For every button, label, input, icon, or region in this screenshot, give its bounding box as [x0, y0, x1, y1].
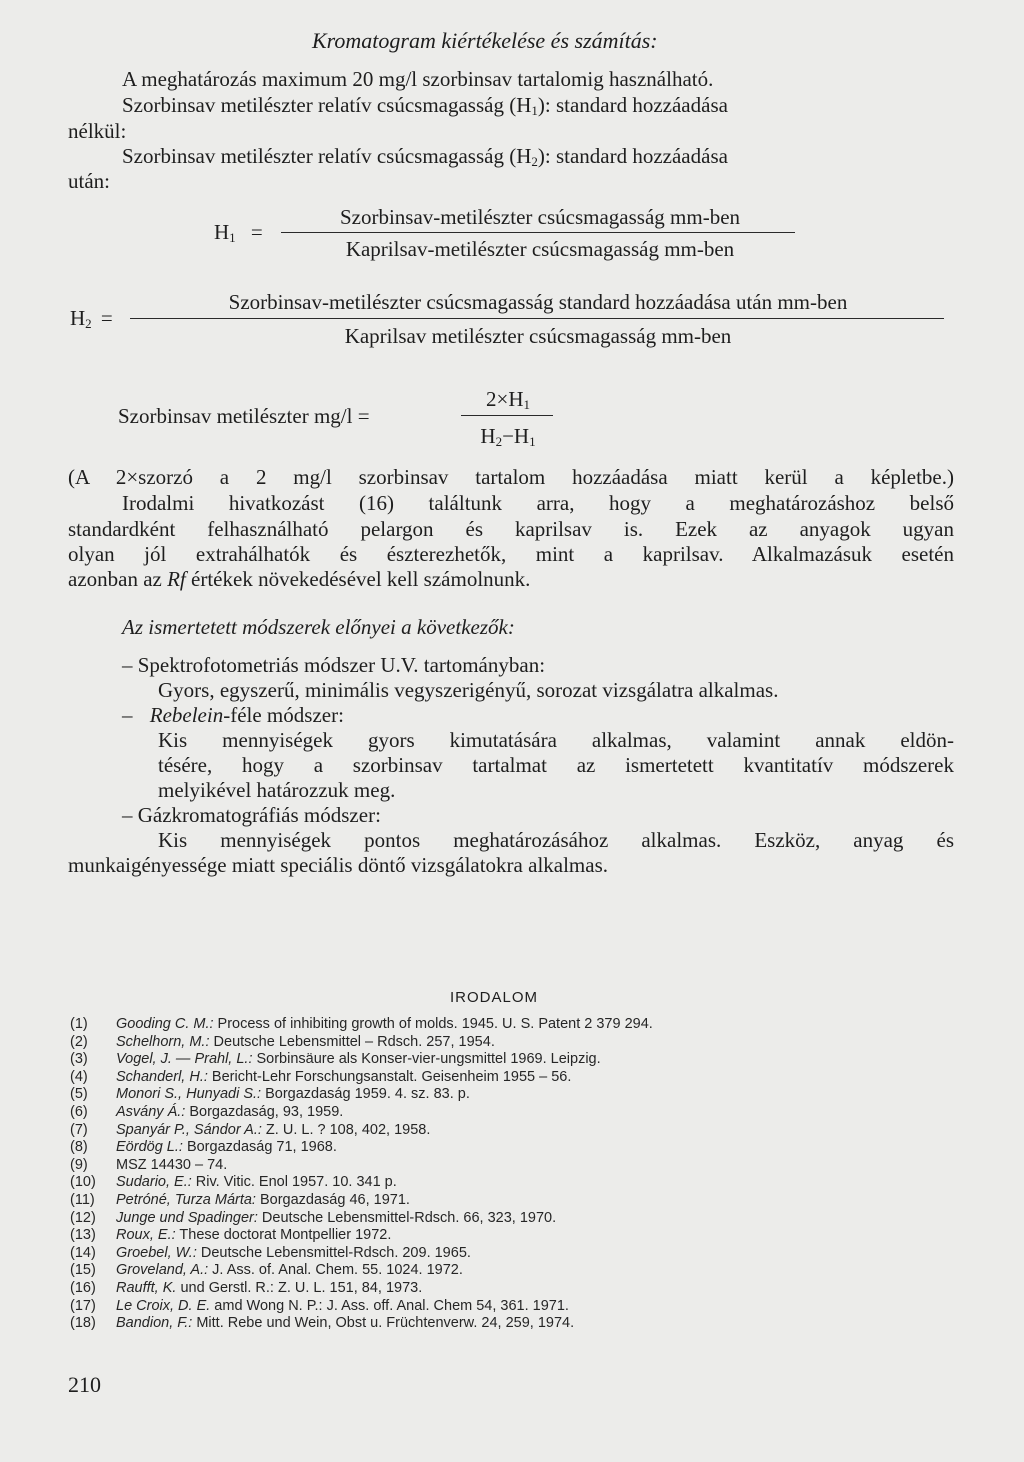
equals-sign: =	[250, 220, 263, 244]
reference-text: Borgazdaság 1959. 4. sz. 83. p.	[261, 1086, 470, 1103]
reference-text: und Gerstl. R.: Z. U. L. 151, 84, 1973.	[176, 1280, 423, 1296]
reference-author: Vogel, J. — Prahl, L.:	[116, 1051, 253, 1068]
paragraph-line	[122, 143, 728, 169]
reference-item	[70, 1139, 337, 1156]
reference-author: Gooding C. M.:	[116, 1016, 214, 1032]
subscript: 2	[531, 154, 538, 169]
section-heading: Kromatogram kiértékelése és számítás:	[312, 28, 658, 53]
reference-author: Roux, E.:	[116, 1227, 176, 1244]
reference-number: (2)	[70, 1033, 88, 1050]
reference-text: Borgazdaság 71, 1968.	[182, 1139, 337, 1156]
reference-number: (17)	[70, 1297, 96, 1314]
text-span: azonban az	[68, 567, 168, 591]
text-span: H	[214, 220, 230, 244]
fraction-bar	[461, 415, 553, 416]
reference-number: (4)	[70, 1068, 88, 1085]
reference-item	[70, 1210, 556, 1227]
formula-result-numerator	[458, 386, 558, 412]
reference-item	[70, 1086, 470, 1103]
reference-author: Bandion, F.:	[116, 1315, 193, 1332]
reference-item	[70, 1051, 601, 1068]
reference-text: Bericht-Lehr Forschungsanstalt. Geisenheim 1955 – 56.	[207, 1068, 572, 1085]
subscript: 1	[531, 103, 538, 118]
text-span: Szorbinsav metilészter relatív csúcsmagasság (H	[122, 144, 532, 168]
reference-number: (6)	[70, 1104, 88, 1120]
reference-number: (1)	[70, 1016, 88, 1032]
subscript: 1	[229, 230, 236, 245]
text-span: ): standard hozzáadása	[537, 93, 728, 117]
reference-author: Eördög L.:	[116, 1139, 183, 1156]
reference-number: (12)	[70, 1209, 96, 1226]
reference-item	[70, 1227, 391, 1244]
formula-h1-numerator: Szorbinsav-metilészter csúcsmagasság mm-ben	[339, 205, 741, 229]
equals-sign: =	[100, 306, 113, 330]
reference-number: (18)	[70, 1315, 96, 1332]
reference-author: Junge und Spadinger:	[116, 1209, 258, 1226]
text-span: −H	[502, 424, 530, 448]
reference-number: (13)	[70, 1227, 96, 1244]
rf-term: Rf	[167, 567, 186, 591]
formula-h1-lhs	[214, 219, 263, 245]
formula-result-denominator	[458, 423, 558, 449]
fraction-bar	[281, 232, 795, 233]
list-item-text: tésére, hogy a szorbinsav tartalmat az ismertetett kvantitatív módszerek	[158, 753, 954, 777]
reference-number: (15)	[70, 1262, 96, 1279]
reference-author: Schelhorn, M.:	[116, 1033, 210, 1050]
formula-h1-denominator: Kaprilsav-metilészter csúcsmagasság mm-ben	[345, 237, 735, 261]
subscript: 2	[495, 434, 503, 449]
reference-item	[70, 1262, 463, 1279]
method-name: Rebelein	[149, 703, 224, 727]
paragraph-line: után:	[68, 169, 110, 193]
reference-author: Schanderl, H.:	[116, 1068, 208, 1085]
formula-h2-denominator: Kaprilsav metilészter csúcsmagasság mm-ben	[344, 324, 732, 348]
reference-author: Asvány Á.:	[116, 1104, 186, 1120]
list-item-text: melyikével határozzuk meg.	[158, 778, 396, 802]
paragraph-line: olyan jól extrahálhatók és észterezhetők, mint a kaprilsav. Alkalmazásuk esetén	[68, 542, 954, 566]
paragraph-line	[122, 92, 728, 118]
dash: –	[122, 703, 133, 727]
reference-number: (10)	[70, 1174, 96, 1191]
reference-text: J. Ass. of. Anal. Chem. 55. 1024. 1972.	[208, 1262, 463, 1279]
reference-number: (5)	[70, 1086, 88, 1103]
reference-text: Mitt. Rebe und Wein, Obst u. Früchtenverw. 24, 259, 1974.	[192, 1315, 575, 1332]
reference-item	[70, 1157, 227, 1174]
text-span: -féle módszer:	[223, 703, 344, 727]
reference-item	[70, 1192, 410, 1209]
reference-author: Groveland, A.:	[116, 1262, 209, 1279]
text-span: 2×H	[485, 387, 524, 411]
reference-text: Borgazdaság, 93, 1959.	[185, 1104, 344, 1120]
reference-author: Monori S., Hunyadi S.:	[116, 1086, 262, 1103]
reference-author: Raufft, K.	[116, 1280, 177, 1296]
formula-result-lhs: Szorbinsav metilészter mg/l =	[118, 404, 370, 428]
reference-number: (9)	[70, 1156, 88, 1173]
reference-number: (16)	[70, 1280, 96, 1296]
reference-item	[70, 1315, 574, 1332]
paragraph-line	[68, 566, 530, 592]
paragraph-line: Irodalmi hivatkozást (16) találtunk arra, hogy a meghatározáshoz belső	[122, 491, 954, 515]
reference-item	[70, 1174, 397, 1191]
reference-item	[70, 1069, 571, 1086]
reference-number: (11)	[70, 1192, 95, 1208]
reference-text: Borgazdaság 46, 1971.	[255, 1192, 410, 1208]
reference-text: These doctorat Montpellier 1972.	[175, 1227, 392, 1244]
reference-text: Deutsche Lebensmittel-Rdsch. 66, 323, 1970.	[257, 1209, 557, 1226]
paragraph-line: standardként felhasználható pelargon és kaprilsav is. Ezek az anyagok ugyan	[68, 517, 954, 541]
text-span: Szorbinsav metilészter relatív csúcsmagasság (H	[122, 93, 532, 117]
reference-number: (14)	[70, 1244, 96, 1261]
reference-text: Z. U. L. ? 108, 402, 1958.	[261, 1121, 431, 1138]
reference-item	[70, 1280, 422, 1297]
subscript: 1	[523, 397, 530, 412]
subscript: 1	[529, 434, 536, 449]
subscript: 2	[85, 316, 92, 331]
list-item-title: – Gázkromatográfiás módszer:	[122, 803, 381, 827]
reference-author: Petróné, Turza Márta:	[116, 1192, 256, 1208]
list-item-text: Gyors, egyszerű, minimális vegyszerigényű, sorozat vizsgálatra alkalmas.	[158, 678, 779, 702]
reference-item	[70, 1245, 471, 1262]
reference-number: (3)	[70, 1051, 88, 1068]
fraction-bar	[130, 318, 944, 319]
advantages-heading: Az ismertetett módszerek előnyei a következők:	[122, 615, 515, 639]
text-span: H	[480, 424, 496, 448]
reference-text: Sorbinsäure als Konser-vier-ungsmittel 1969. Leipzig.	[252, 1051, 601, 1068]
reference-number: (8)	[70, 1139, 88, 1156]
list-item-title: – Spektrofotometriás módszer U.V. tartományban:	[122, 653, 546, 677]
reference-text: amd Wong N. P.: J. Ass. off. Anal. Chem 54, 361. 1971.	[210, 1297, 569, 1314]
reference-text: Riv. Vitic. Enol 1957. 10. 341 p.	[191, 1174, 397, 1191]
formula-h2-lhs	[70, 305, 113, 331]
reference-text: Process of inhibiting growth of molds. 1945. U. S. Patent 2 379 294.	[213, 1016, 653, 1032]
list-item-text: Kis mennyiségek gyors kimutatására alkalmas, valamint annak eldön-	[158, 728, 954, 752]
page-number: 210	[68, 1372, 101, 1397]
reference-author: Sudario, E.:	[116, 1174, 192, 1191]
paragraph-line: (A 2×szorzó a 2 mg/l szorbinsav tartalom hozzáadása miatt kerül a képletbe.)	[68, 465, 954, 489]
references-heading: IRODALOM	[450, 989, 539, 1006]
list-item-text: munkaigényessége miatt speciális döntő vizsgálatokra alkalmas.	[68, 853, 609, 877]
reference-item	[70, 1016, 653, 1033]
reference-author: Groebel, W.:	[116, 1244, 197, 1261]
list-item-text: Kis mennyiségek pontos meghatározásához alkalmas. Eszköz, anyag és	[158, 828, 954, 852]
text-span: H	[70, 306, 86, 330]
reference-number: (7)	[70, 1121, 88, 1138]
paragraph-line: A meghatározás maximum 20 mg/l szorbinsav tartalomig használható.	[122, 67, 714, 91]
reference-item	[70, 1104, 343, 1121]
reference-author: Spanyár P., Sándor A.:	[116, 1121, 262, 1138]
reference-item	[70, 1298, 569, 1315]
formula-h2-numerator: Szorbinsav-metilészter csúcsmagasság standard hozzáadása után mm-ben	[228, 290, 848, 314]
reference-item	[70, 1122, 430, 1139]
paragraph-line: nélkül:	[68, 119, 127, 143]
reference-text: Deutsche Lebensmittel – Rdsch. 257, 1954.	[209, 1033, 495, 1050]
reference-item	[70, 1034, 495, 1051]
reference-text: Deutsche Lebensmittel-Rdsch. 209. 1965.	[196, 1244, 471, 1261]
reference-author: Le Croix, D. E.	[116, 1297, 211, 1314]
list-item-title	[122, 702, 344, 728]
text-span: ): standard hozzáadása	[537, 144, 728, 168]
reference-text: MSZ 14430 – 74.	[116, 1156, 228, 1173]
text-span: értékek növekedésével kell számolnunk.	[185, 567, 531, 591]
